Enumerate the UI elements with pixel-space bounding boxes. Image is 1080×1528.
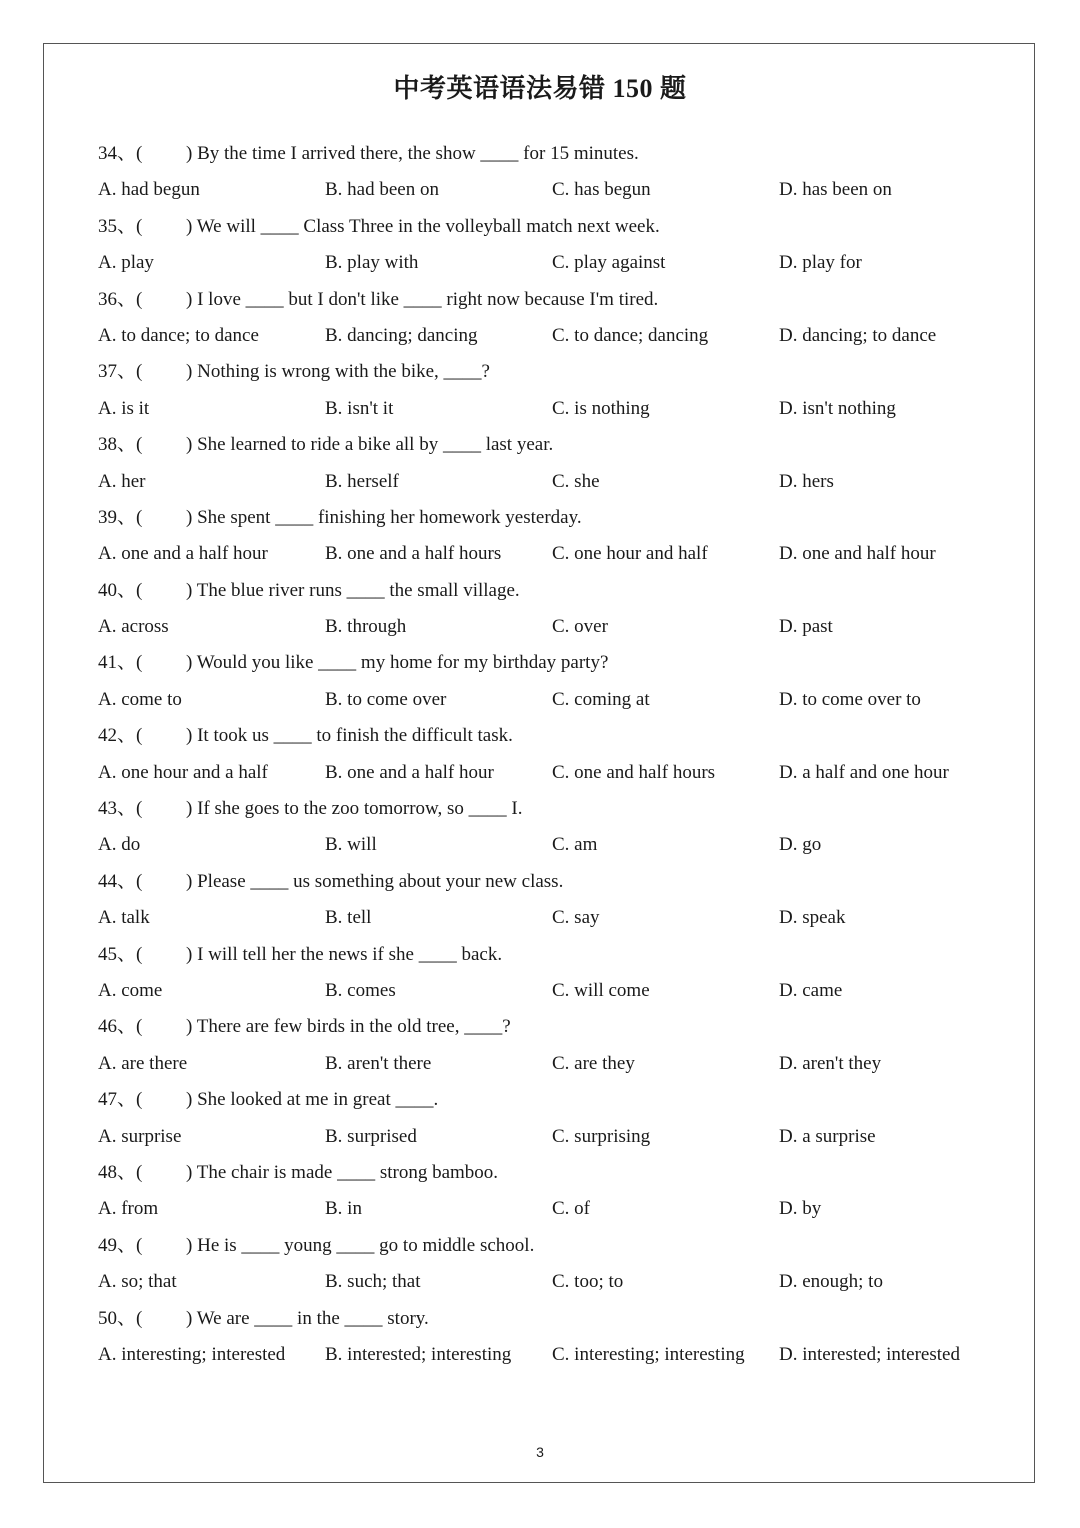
option-d: D. isn't nothing [779, 397, 896, 419]
option-b: B. will [325, 834, 377, 856]
page-title: 中考英语语法易错 150 题 [393, 74, 687, 103]
question-number: 49、 [98, 1234, 137, 1256]
question-text: ) He is ____ young ____ go to middle school. [186, 1234, 535, 1256]
option-c: C. coming at [552, 688, 650, 710]
option-d: D. enough; to [779, 1271, 883, 1293]
answer-blank: ( [136, 1016, 143, 1038]
question-stem [98, 864, 998, 900]
option-a: A. talk [98, 907, 150, 929]
question-block [98, 500, 998, 573]
option-row [98, 827, 998, 863]
option-b: B. one and a half hour [325, 761, 494, 783]
option-row [98, 172, 998, 208]
option-a: A. is it [98, 397, 150, 419]
question-block [98, 1155, 998, 1228]
option-row [98, 245, 998, 281]
answer-blank: ( [136, 652, 143, 674]
question-block [98, 1301, 998, 1374]
option-row [98, 900, 998, 936]
option-a: A. one hour and a half [98, 761, 268, 783]
question-block [98, 427, 998, 500]
question-stem [98, 937, 998, 973]
question-stem [98, 282, 998, 318]
option-row [98, 1119, 998, 1155]
question-stem [98, 791, 998, 827]
option-b: B. such; that [325, 1271, 421, 1293]
question-number: 48、 [98, 1161, 137, 1183]
option-c: C. one hour and half [552, 543, 708, 565]
option-a: A. one and a half hour [98, 543, 268, 565]
option-a: A. across [98, 616, 169, 638]
option-a: A. do [98, 834, 141, 856]
option-b: B. one and a half hours [325, 543, 502, 565]
option-row [98, 755, 998, 791]
option-d: D. one and half hour [779, 543, 936, 565]
option-c: C. interesting; interesting [552, 1343, 745, 1365]
answer-blank: ( [136, 1161, 143, 1183]
question-text: ) She looked at me in great ____. [186, 1089, 439, 1111]
option-b: B. in [325, 1198, 362, 1220]
question-block [98, 718, 998, 791]
question-text: ) She learned to ride a bike all by ____ last year. [186, 434, 554, 456]
question-number: 50、 [98, 1307, 137, 1329]
question-text: ) By the time I arrived there, the show ____ for 15 minutes. [186, 143, 639, 164]
option-c: C. surprising [552, 1125, 651, 1147]
question-block [98, 1082, 998, 1155]
option-d: D. a surprise [779, 1125, 876, 1147]
question-number: 47、 [98, 1089, 137, 1111]
option-a: A. are there [98, 1052, 188, 1074]
question-block [98, 1009, 998, 1082]
option-a: A. from [98, 1198, 159, 1220]
option-b: B. dancing; dancing [325, 324, 478, 346]
answer-blank: ( [136, 1089, 143, 1111]
option-b: B. tell [325, 907, 372, 929]
question-stem [98, 500, 998, 536]
option-d: D. speak [779, 907, 846, 929]
answer-blank: ( [136, 143, 143, 164]
question-text: ) Nothing is wrong with the bike, ____? [186, 361, 490, 383]
question-number: 42、 [98, 725, 137, 747]
question-stem [98, 645, 998, 681]
answer-blank: ( [136, 725, 143, 747]
option-row [98, 1264, 998, 1300]
option-b: B. play with [325, 252, 419, 274]
question-text: ) We will ____ Class Three in the volleyball match next week. [186, 215, 660, 237]
option-c: C. she [552, 470, 600, 492]
question-text: ) Please ____ us something about your new class. [186, 870, 564, 892]
question-stem [98, 1301, 998, 1337]
answer-blank: ( [136, 361, 143, 383]
option-c: C. one and half hours [552, 761, 716, 783]
option-d: D. to come over to [779, 688, 921, 710]
question-text: ) If she goes to the zoo tomorrow, so ____ I. [186, 798, 523, 820]
option-a: A. interesting; interested [98, 1343, 286, 1365]
question-block [98, 937, 998, 1010]
option-d: D. by [779, 1198, 822, 1220]
question-stem [98, 1082, 998, 1118]
option-c: C. play against [552, 252, 666, 274]
option-b: B. herself [325, 470, 399, 492]
option-b: B. to come over [325, 688, 447, 710]
question-text: ) I will tell her the news if she ____ back. [186, 943, 503, 965]
answer-blank: ( [136, 798, 143, 820]
question-block [98, 791, 998, 864]
question-stem [98, 1155, 998, 1191]
question-block [98, 354, 998, 427]
option-row [98, 973, 998, 1009]
option-row [98, 682, 998, 718]
option-c: C. say [552, 907, 600, 929]
answer-blank: ( [136, 943, 143, 965]
option-b: B. through [325, 616, 407, 638]
option-a: A. had begun [98, 179, 200, 201]
option-row [98, 1337, 998, 1373]
option-d: D. dancing; to dance [779, 324, 937, 346]
option-row [98, 318, 998, 354]
answer-blank: ( [136, 1234, 143, 1256]
question-stem [98, 573, 998, 609]
answer-blank: ( [136, 1307, 143, 1329]
question-text: ) She spent ____ finishing her homework yesterday. [186, 506, 582, 528]
option-a: A. come to [98, 688, 182, 710]
option-row [98, 609, 998, 645]
option-c: C. am [552, 834, 598, 856]
question-list [98, 136, 998, 1373]
option-a: A. to dance; to dance [98, 324, 259, 346]
option-b: B. had been on [325, 179, 439, 201]
answer-blank: ( [136, 434, 143, 456]
option-a: A. surprise [98, 1125, 182, 1147]
option-d: D. a half and one hour [779, 761, 949, 783]
question-number: 39、 [98, 506, 137, 528]
question-stem [98, 1009, 998, 1045]
option-b: B. isn't it [325, 397, 394, 419]
question-stem [98, 209, 998, 245]
option-row [98, 391, 998, 427]
question-block [98, 573, 998, 646]
option-d: D. has been on [779, 179, 892, 201]
question-number: 44、 [98, 870, 137, 892]
option-d: D. aren't they [779, 1052, 882, 1074]
option-c: C. too; to [552, 1271, 624, 1293]
question-text: ) The blue river runs ____ the small village. [186, 579, 520, 601]
question-text: ) I love ____ but I don't like ____ right now because I'm tired. [186, 288, 659, 310]
option-b: B. interested; interesting [325, 1343, 512, 1365]
question-stem [98, 136, 998, 172]
option-a: A. so; that [98, 1271, 177, 1293]
question-number: 40、 [98, 579, 137, 601]
option-c: C. are they [552, 1052, 635, 1074]
question-stem [98, 427, 998, 463]
question-number: 34、 [98, 143, 137, 164]
option-a: A. play [98, 252, 154, 274]
option-c: C. of [552, 1198, 590, 1220]
option-c: C. is nothing [552, 397, 650, 419]
answer-blank: ( [136, 288, 143, 310]
question-stem [98, 354, 998, 390]
question-text: ) Would you like ____ my home for my birthday party? [186, 652, 609, 674]
question-block [98, 136, 998, 209]
question-block [98, 209, 998, 282]
question-number: 45、 [98, 943, 137, 965]
option-c: C. will come [552, 979, 650, 1001]
option-row [98, 1046, 998, 1082]
option-c: C. to dance; dancing [552, 324, 709, 346]
option-a: A. come [98, 979, 163, 1001]
question-number: 41、 [98, 652, 137, 674]
option-b: B. aren't there [325, 1052, 432, 1074]
option-d: D. hers [779, 470, 834, 492]
answer-blank: ( [136, 506, 143, 528]
option-row [98, 1191, 998, 1227]
question-block [98, 645, 998, 718]
option-d: D. came [779, 979, 843, 1001]
question-number: 35、 [98, 215, 137, 237]
option-b: B. surprised [325, 1125, 417, 1147]
question-number: 46、 [98, 1016, 137, 1038]
option-d: D. play for [779, 252, 862, 274]
question-number: 36、 [98, 288, 137, 310]
question-number: 38、 [98, 434, 137, 456]
option-d: D. past [779, 616, 833, 638]
question-stem [98, 718, 998, 754]
option-d: D. interested; interested [779, 1343, 960, 1365]
option-d: D. go [779, 834, 822, 856]
question-block [98, 282, 998, 355]
question-number: 43、 [98, 798, 137, 820]
option-row [98, 536, 998, 572]
option-a: A. her [98, 470, 146, 492]
question-stem [98, 1228, 998, 1264]
question-text: ) It took us ____ to finish the difficult task. [186, 725, 513, 747]
question-text: ) We are ____ in the ____ story. [186, 1307, 429, 1329]
answer-blank: ( [136, 870, 143, 892]
option-row [98, 464, 998, 500]
option-c: C. has begun [552, 179, 651, 201]
answer-blank: ( [136, 215, 143, 237]
question-number: 37、 [98, 361, 137, 383]
option-b: B. comes [325, 979, 396, 1001]
answer-blank: ( [136, 579, 143, 601]
question-text: ) The chair is made ____ strong bamboo. [186, 1161, 499, 1183]
option-c: C. over [552, 616, 608, 638]
question-text: ) There are few birds in the old tree, ____? [186, 1016, 511, 1038]
page-number: 3 [536, 1444, 544, 1460]
question-block [98, 1228, 998, 1301]
question-block [98, 864, 998, 937]
